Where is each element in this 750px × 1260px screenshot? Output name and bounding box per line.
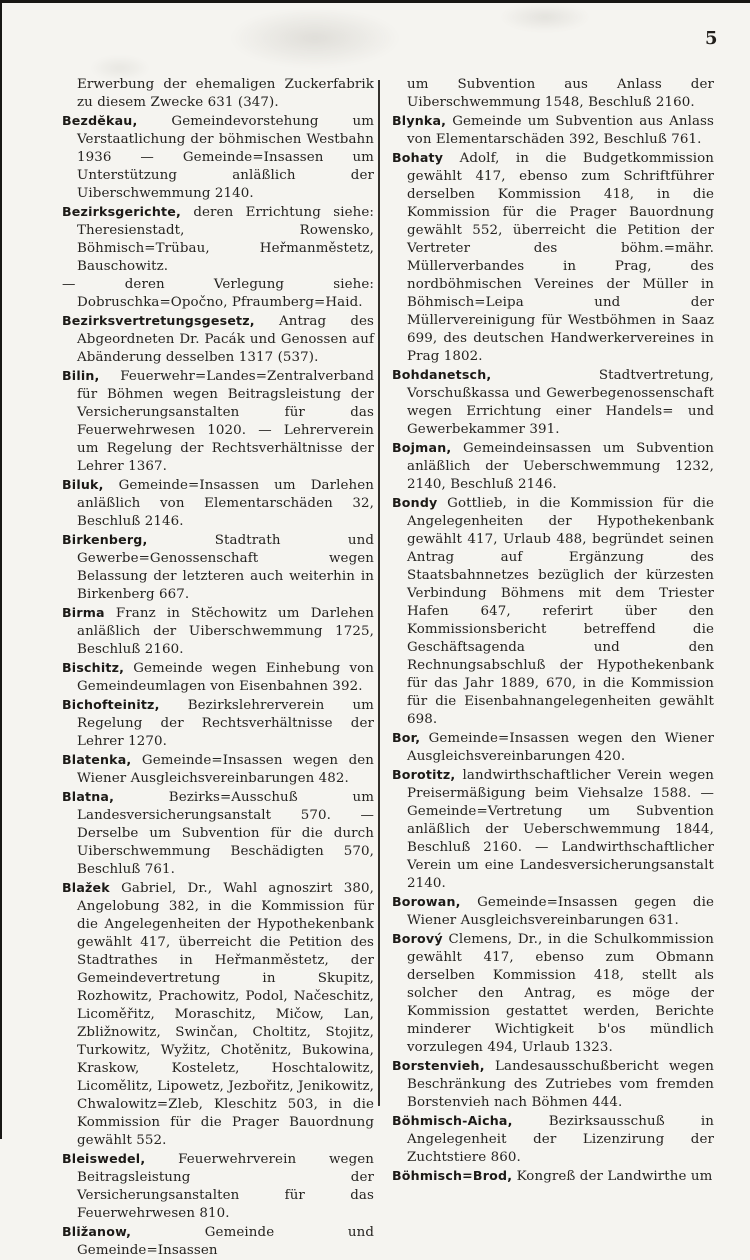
entry-text: landwirthschaftlicher Verein wegen Preisermäßigung beim Viehsalze 1588. — Gemeinde=Vertretung um Subvention anläßlich der Ueberschwemmung 1844, Beschluß 2160. — Landwirthschaftlicher Verein um eine Landesversicherungsanstalt 2140. — [407, 768, 714, 891]
index-entry — [62, 531, 374, 604]
page-number: 5 — [705, 28, 718, 49]
entry-text: Feuerwehrverein wegen Beitragsleistung der Versicherungsanstalten für das Feuerwehrwesen 810. — [77, 1152, 374, 1221]
entry-text: Gemeinde wegen Einhebung von Gemeindeumlagen von Eisenbahnen 392. — [77, 661, 374, 694]
index-entry — [62, 367, 374, 476]
entry-text: Gemeinde=Insassen wegen den Wiener Ausgleichsvereinbarungen 420. — [407, 731, 714, 764]
entry-text: Gottlieb, in die Kommission für die Angelegenheiten der Hypothekenbank gewählt 417, Urlaub 488, begründet seinen Antrag auf Ergänzung des Staatsbahnnetzes bezüglich der kürzesten Verbindung Böhmens mit dem Triester Hafen 647, referirt über den Kommissionsbericht betreffend die Geschäftsagenda und den Rechnungsabschluß der Hypothekenbank für das Jahr 1889, 670, in die Kommission für die Eisenbahnangelegenheiten gewählt 698. — [407, 496, 714, 727]
index-entry — [392, 893, 714, 930]
entry-text: Gemeinde=Insassen um Darlehen anläßlich von Elementarschäden 32, Beschluß 2146. — [77, 478, 374, 529]
index-entry — [62, 1150, 374, 1223]
entry-term: Blažek — [62, 880, 110, 895]
index-entry — [62, 112, 374, 203]
entry-text: Gemeinde=Insassen gegen die Wiener Ausgleichsvereinbarungen 631. — [407, 895, 715, 928]
index-entry — [392, 1057, 714, 1112]
entry-text: Erwerbung der ehemaligen Zuckerfabrik zu diesem Zwecke 631 (347). — [77, 77, 374, 110]
entry-term: Borotitz, — [392, 767, 456, 782]
entry-term: Birkenberg, — [62, 532, 148, 547]
right-column — [392, 76, 714, 1186]
entry-term: Bezirksvertretungsgesetz, — [62, 313, 255, 328]
entry-text: Antrag des Abgeordneten Dr. Pacák und Genossen auf Abänderung desselben 1317 (537). — [77, 314, 374, 365]
index-entry — [392, 76, 714, 112]
index-entry — [392, 439, 714, 494]
entry-text: Gemeinde um Subvention aus Anlass von Elementarschäden 392, Beschluß 761. — [407, 114, 714, 147]
entry-text: Gemeindeinsassen um Subvention anläßlich der Ueberschwemmung 1232, 2140, Beschluß 2146. — [407, 441, 714, 492]
entry-text: Bezirksausschuß in Angelegenheit der Lizenzirung der Zuchtstiere 860. — [407, 1114, 715, 1165]
index-entry — [62, 312, 374, 367]
index-entry — [62, 76, 374, 112]
index-entry — [392, 112, 714, 149]
entry-term: Biluk, — [62, 477, 104, 492]
entry-term: Blatenka, — [62, 752, 132, 767]
entry-term: Borový — [392, 931, 443, 946]
index-entry — [62, 659, 374, 696]
entry-term: Borstenvieh, — [392, 1058, 485, 1073]
entry-text: deren Errichtung siehe: Theresienstadt, Rowensko, Böhmisch=Trübau, Heřmanměstetz, Bauschowitz. — [77, 205, 374, 274]
entry-term: Birma — [62, 605, 105, 620]
entry-term: Bezdĕkau, — [62, 113, 138, 128]
entry-term: Bojman, — [392, 440, 452, 455]
index-entry — [62, 879, 374, 1150]
entry-text: Stadtrath und Gewerbe=Genossenschaft wegen Belassung der letzteren auch weiterhin in Birkenberg 667. — [77, 533, 374, 602]
entry-text: Gemeindevorstehung um Verstaatlichung der böhmischen Westbahn 1936 — Gemeinde=Insassen um Unterstützung anläßlich der Uiberschwemmung 2140. — [77, 114, 374, 201]
index-entry — [392, 1167, 714, 1186]
entry-text: Kongreß der Landwirthe um — [516, 1169, 713, 1184]
entry-term: Böhmisch=Brod, — [392, 1168, 513, 1183]
index-entry — [392, 729, 714, 766]
entry-text: Bezirkslehrerverein um Regelung der Rechtsverhältnisse der Lehrer 1270. — [77, 698, 374, 749]
entry-text: Landesausschußbericht wegen Beschränkung des Zutriebes vom fremden Borstenvieh nach Böhmen 444. — [407, 1059, 714, 1110]
entry-text: Clemens, Dr., in die Schulkommission gewählt 417, ebenso zum Obmann derselben Kommission 418, stellt als solcher den Antrag, es möge der Kommission gestattet werden, Berichte minderer Wichtigkeit b'os mündlich vorzulegen 494, Urlaub 1323. — [407, 932, 715, 1055]
index-entry — [392, 149, 714, 366]
entry-term: Bližanow, — [62, 1224, 132, 1239]
entry-term: Bezirksgerichte, — [62, 204, 181, 219]
index-entry — [62, 751, 374, 788]
index-entry — [62, 788, 374, 879]
scan-smudge — [500, 2, 590, 32]
index-entry — [62, 203, 374, 276]
scan-smudge — [230, 8, 400, 68]
index-entry — [62, 696, 374, 751]
entry-term: Bondy — [392, 495, 438, 510]
entry-text: Feuerwehr=Landes=Zentralverband für Böhmen wegen Beitragsleistung der Versicherungsanstalten für das Feuerwehrwesen 1020. — Lehrerverein um Regelung der Rechtsverhältnisse der Lehrer 1367. — [77, 369, 374, 474]
index-entry — [392, 494, 714, 729]
entry-term: Borowan, — [392, 894, 461, 909]
entry-text: Adolf, in die Budgetkommission gewählt 417, ebenso zum Schriftführer derselben Kommission 418, in die Kommission für die Prager Bauordnung gewählt 552, überreicht die Petition der Vertreter des böhm.=mähr. Müllerverbandes in Prag, des nordböhmischen Vereines der Müller in Böhmisch=Leipa und der Müllervereinigung für Westböhmen in Saaz 699, des deutschen Handwerkervereines in Prag 1802. — [407, 151, 714, 364]
left-column — [62, 76, 374, 1260]
entry-term: — — [62, 277, 76, 292]
entry-term: Bor, — [392, 730, 421, 745]
scan-edge-left — [0, 0, 2, 1139]
index-entry — [62, 604, 374, 659]
index-entry — [62, 276, 374, 312]
entry-text: Franz in Stĕchowitz um Darlehen anläßlich der Uiberschwemmung 1725, Beschluß 2160. — [77, 606, 374, 657]
entry-term: Blynka, — [392, 113, 447, 128]
entry-term: Blatna, — [62, 789, 115, 804]
entry-term: Bohdanetsch, — [392, 367, 492, 382]
entry-text: Stadtvertretung, Vorschußkassa und Gewerbegenossenschaft wegen Errichtung einer Handels= und Gewerbekammer 391. — [407, 368, 714, 437]
index-entry — [62, 476, 374, 531]
entry-term: Bleiswedel, — [62, 1151, 146, 1166]
index-entry — [392, 366, 714, 439]
entry-text: deren Verlegung siehe: Dobruschka=Opočno, Pfraumberg=Haid. — [77, 277, 374, 310]
index-entry — [392, 1112, 714, 1167]
column-divider-rule — [378, 80, 380, 1106]
entry-text: Gemeinde und Gemeinde=Insassen — [77, 1225, 374, 1258]
entry-text: Gabriel, Dr., Wahl agnoszirt 380, Angelobung 382, in die Kommission für die Angelegenheiten der Hypothekenbank gewählt 417, überreicht die Petition des Stadtrathes in Heřmanměstetz, der Gemeindevertretung in Skupitz, Rozhowitz, Prachowitz, Podol, Načeschitz, Licoměřitz, Moraschitz, Mičow, Lan, Zbližnowitz, Swinčan, Choltitz, Stojitz, Turkowitz, Wyžitz, Chotěnitz, Bukowina, Kraskow, Kosteletz, Hoschtalowitz, Licomělitz, Lipowetz, Jezbořitz, Jenikowitz, Chwalowitz=Zleb, Kleschitz 503, in die Kommission für die Prager Bauordnung gewählt 552. — [77, 881, 374, 1148]
index-entry — [392, 930, 714, 1057]
entry-term: Bilin, — [62, 368, 100, 383]
entry-term: Bischitz, — [62, 660, 125, 675]
entry-term: Bichofteinitz, — [62, 697, 160, 712]
entry-text: um Subvention aus Anlass der Uiberschwemmung 1548, Beschluß 2160. — [407, 77, 714, 110]
entry-term: Böhmisch-Aicha, — [392, 1113, 513, 1128]
index-entry — [62, 1223, 374, 1260]
index-entry — [392, 766, 714, 893]
entry-text: Gemeinde=Insassen wegen den Wiener Ausgleichsvereinbarungen 482. — [77, 753, 374, 786]
scan-edge-top — [0, 0, 750, 3]
entry-text: Bezirks=Ausschuß um Landesversicherungsanstalt 570. — Derselbe um Subvention für die durch Uiberschwemmung Beschädigten 570, Beschluß 761. — [77, 790, 374, 877]
entry-term: Bohaty — [392, 150, 444, 165]
